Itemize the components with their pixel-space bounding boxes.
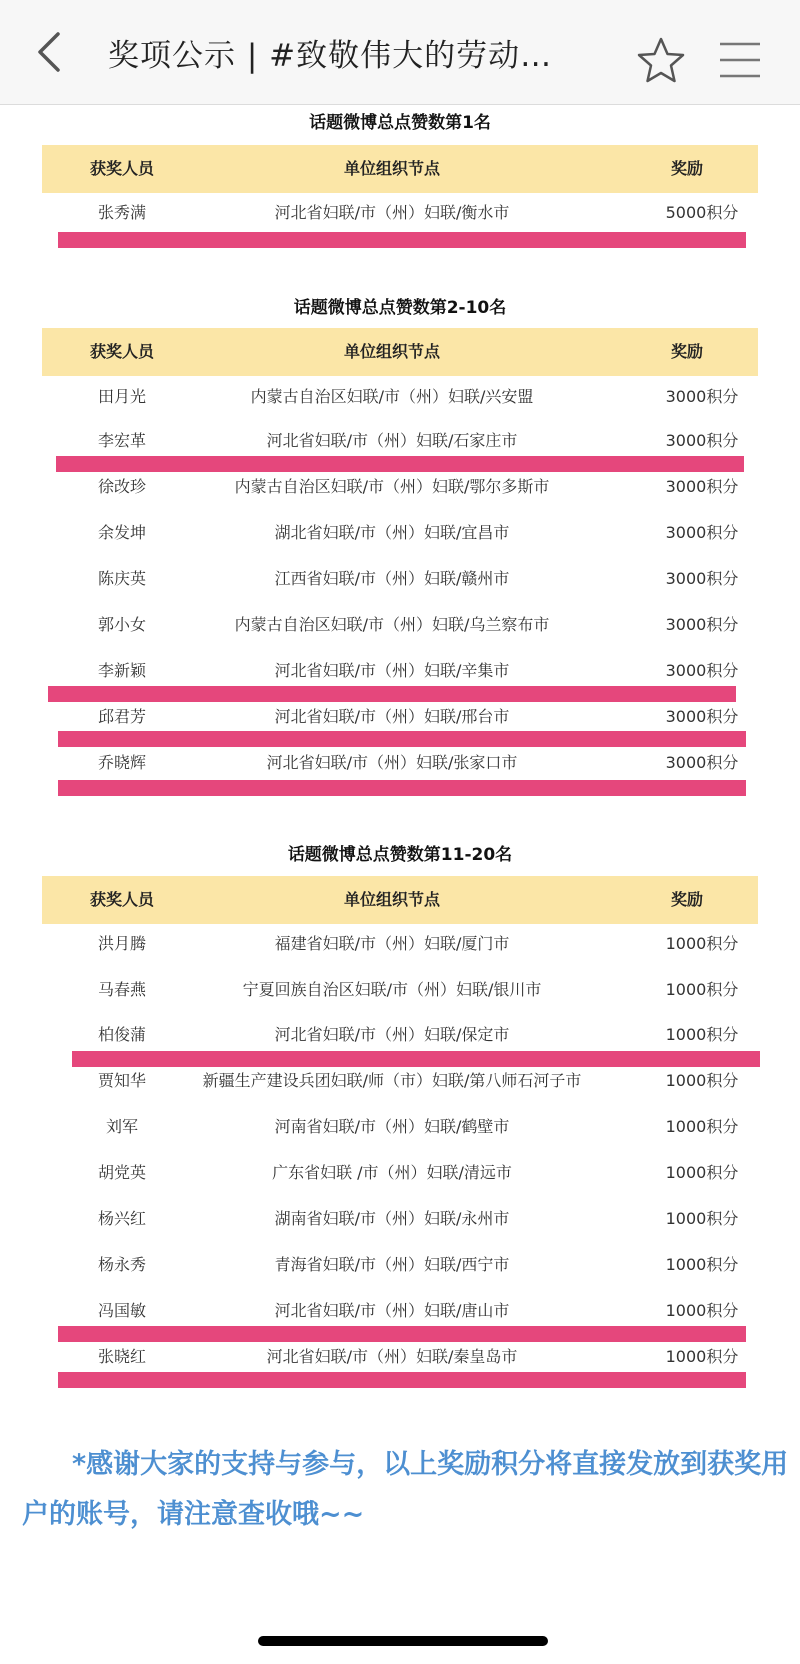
winner-reward: 3000积分	[665, 477, 739, 496]
winner-name: 冯国敏	[97, 1301, 146, 1320]
section-title-top1: 话题微博总点赞数第1名	[309, 113, 491, 133]
winner-name: 张晓红	[97, 1347, 146, 1366]
winner-org: 青海省妇联/市（州）妇联/西宁市	[274, 1255, 510, 1274]
winner-org: 内蒙古自治区妇联/市（州）妇联/乌兰察布市	[234, 615, 550, 634]
winner-reward: 3000积分	[665, 431, 739, 450]
header-org: 单位组织节点	[343, 159, 440, 178]
header-name: 获奖人员	[89, 342, 154, 361]
winner-org: 内蒙古自治区妇联/市（州）妇联/兴安盟	[250, 387, 534, 406]
winner-org: 河北省妇联/市（州）妇联/邢台市	[274, 707, 510, 726]
table-header	[42, 876, 758, 924]
table-row	[42, 1196, 758, 1242]
winner-reward: 1000积分	[665, 1347, 739, 1366]
winner-org: 河北省妇联/市（州）妇联/辛集市	[274, 661, 510, 680]
winner-org: 江西省妇联/市（州）妇联/赣州市	[274, 569, 510, 588]
winner-name: 邱君芳	[97, 707, 146, 726]
winner-name: 贾知华	[97, 1071, 146, 1090]
winner-name: 杨永秀	[97, 1255, 146, 1274]
table-row	[42, 921, 758, 967]
winner-reward: 1000积分	[665, 1301, 739, 1320]
winner-name: 张秀满	[97, 203, 146, 222]
winner-org: 湖北省妇联/市（州）妇联/宜昌市	[274, 523, 510, 542]
chevron-left-icon	[28, 30, 72, 74]
header-org: 单位组织节点	[343, 890, 440, 909]
winner-reward: 1000积分	[665, 1255, 739, 1274]
table-row	[42, 1104, 758, 1150]
table-row	[42, 510, 758, 556]
winner-name: 田月光	[97, 387, 146, 406]
header-name: 获奖人员	[89, 159, 154, 178]
winner-org: 广东省妇联 /市（州）妇联/清远市	[272, 1163, 512, 1182]
winner-reward: 3000积分	[665, 707, 739, 726]
hamburger-menu-icon	[718, 40, 762, 80]
thank-you-note-text: *感谢大家的支持与参与，以上奖励积分将直接发放到获奖用户的账号，请注意查收哦~~	[22, 1449, 789, 1530]
winner-reward: 1000积分	[665, 1025, 739, 1044]
winner-name: 马春燕	[97, 980, 146, 999]
star-outline-icon	[636, 36, 686, 86]
winner-org: 湖南省妇联/市（州）妇联/永州市	[274, 1209, 510, 1228]
table-row	[42, 374, 758, 420]
home-indicator[interactable]	[258, 1636, 548, 1646]
winner-name: 李新颖	[97, 661, 146, 680]
table-row	[42, 602, 758, 648]
winner-org: 新疆生产建设兵团妇联/师（市）妇联/第八师石河子市	[202, 1071, 582, 1090]
header-reward: 奖励	[670, 890, 703, 909]
winner-org: 河北省妇联/市（州）妇联/张家口市	[266, 753, 518, 772]
winner-name: 郭小女	[97, 615, 146, 634]
winner-reward: 5000积分	[665, 203, 739, 222]
winner-name: 余发坤	[97, 523, 146, 542]
winner-name: 洪月腾	[97, 934, 146, 953]
winner-reward: 1000积分	[665, 934, 739, 953]
table-row	[42, 967, 758, 1013]
highlight-bar	[58, 1372, 746, 1388]
highlight-bar	[58, 232, 746, 248]
table-row	[42, 464, 758, 510]
header-org: 单位组织节点	[343, 342, 440, 361]
winner-name: 刘军	[105, 1117, 138, 1136]
winner-name: 杨兴红	[97, 1209, 146, 1228]
table-row	[42, 556, 758, 602]
table-header	[42, 328, 758, 376]
table-header	[42, 145, 758, 193]
winner-name: 陈庆英	[97, 569, 146, 588]
winner-name: 徐改珍	[97, 477, 146, 496]
winner-org: 宁夏回族自治区妇联/市（州）妇联/银川市	[242, 980, 542, 999]
winner-reward: 3000积分	[665, 569, 739, 588]
table-row	[42, 190, 758, 236]
winner-reward: 1000积分	[665, 1117, 739, 1136]
section-title-top11-20: 话题微博总点赞数第11-20名	[287, 845, 513, 865]
winner-org: 内蒙古自治区妇联/市（州）妇联/鄂尔多斯市	[234, 477, 550, 496]
winner-name: 胡党英	[97, 1163, 146, 1182]
winner-org: 河北省妇联/市（州）妇联/唐山市	[274, 1301, 510, 1320]
table-row	[42, 1150, 758, 1196]
table-row	[42, 1242, 758, 1288]
favorite-button[interactable]	[636, 36, 686, 86]
winner-reward: 3000积分	[665, 753, 739, 772]
thank-you-note	[22, 1440, 792, 1540]
winner-reward: 3000积分	[665, 387, 739, 406]
winner-reward: 1000积分	[665, 980, 739, 999]
winner-org: 河南省妇联/市（州）妇联/鹤壁市	[274, 1117, 510, 1136]
table-row	[42, 1058, 758, 1104]
winner-reward: 3000积分	[665, 661, 739, 680]
page-title: 奖项公示 | #致敬伟大的劳动…	[108, 38, 553, 74]
winner-reward: 3000积分	[665, 523, 739, 542]
winner-reward: 3000积分	[665, 615, 739, 634]
section-title-top2-10: 话题微博总点赞数第2-10名	[293, 298, 507, 318]
winner-reward: 1000积分	[665, 1209, 739, 1228]
winner-name: 乔晓辉	[97, 753, 146, 772]
back-button[interactable]	[28, 30, 72, 74]
winner-name: 柏俊蒲	[97, 1025, 146, 1044]
winner-org: 河北省妇联/市（州）妇联/秦皇岛市	[266, 1347, 518, 1366]
header-name: 获奖人员	[89, 890, 154, 909]
winner-org: 河北省妇联/市（州）妇联/石家庄市	[266, 431, 518, 450]
header-reward: 奖励	[670, 342, 703, 361]
winner-reward: 1000积分	[665, 1163, 739, 1182]
winner-org: 河北省妇联/市（州）妇联/衡水市	[274, 203, 510, 222]
top-nav-bar	[0, 0, 800, 105]
winner-reward: 1000积分	[665, 1071, 739, 1090]
highlight-bar	[58, 780, 746, 796]
winner-org: 福建省妇联/市（州）妇联/厦门市	[274, 934, 510, 953]
menu-button[interactable]	[718, 40, 762, 80]
winner-name: 李宏革	[97, 431, 146, 450]
header-reward: 奖励	[670, 159, 703, 178]
winner-org: 河北省妇联/市（州）妇联/保定市	[274, 1025, 510, 1044]
